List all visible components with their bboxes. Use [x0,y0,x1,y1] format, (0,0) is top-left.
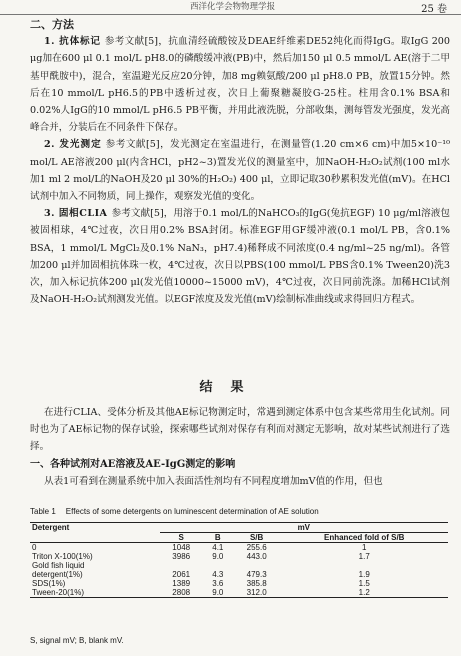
table-label: Table 1 [30,507,56,516]
cell-detergent: detergent(1%) [32,570,83,579]
cell-detergent: SDS(1%) [32,579,66,588]
col-fold-header: Enhanced fold of S/B [280,533,448,543]
cell-fold: 1.5 [358,579,370,588]
results-heading: 结果 [199,380,262,395]
cell-s [160,561,203,570]
cell-s: 2061 [172,570,191,579]
table-row [30,588,448,598]
cell-b: 9.0 [203,588,233,598]
cell-detergent: 0 [32,543,37,552]
cell-sb: 255.6 [246,543,267,552]
cell-detergent: Tween-20(1%) [30,588,160,598]
running-title: 西洋化学会物物理学报 [190,2,276,12]
table-row [30,561,448,570]
method-item-1-lead: 1. 抗体标记 [44,36,101,48]
col-mv-header: mV [160,523,448,533]
cell-b: 4.3 [212,570,224,579]
cell-s: 2808 [160,588,203,598]
page-number: 25 卷 [421,4,447,15]
col-detergent-header: Detergent [30,523,160,543]
cell-fold [280,561,448,570]
table-row [30,570,448,579]
method-item-2 [30,136,450,205]
running-header [0,0,461,15]
cell-sb: 385.8 [246,579,267,588]
method-item-2-lead: 2. 发光测定 [44,139,102,151]
cell-fold: 1 [362,543,367,552]
col-s-header: S [160,533,203,543]
cell-sb: 479.3 [246,570,267,579]
cell-fold: 1.7 [358,552,370,561]
cell-s: 3986 [172,552,191,561]
method-item-1-text: 参考文献[5]，抗血清经硫酸铵及DEAE纤维素DE52纯化而得IgG。取IgG 200 μg加在600 μl 0.1 mol/L pH8.0的磷酸缓冲液(PB)中，然后加150 μl 0.5 mmol/L AE(溶于二甲基甲酰胺中)，混合，室温避光反应20分钟，加8 mg赖氨酸/200 μl pH8.0 PB，放置15分钟。然后在10 mmol/L pH6.5的PB中透析过夜，次日上葡聚糖凝胶G-25柱。柱用含0.1% BSA和0.02%人IgG的10 mmol/L pH6.5 PB平衡，并用此液洗脱，分部收集，测每管发光强度，发光高峰合并，分装后在不同条件下保存。 [30,36,451,134]
cell-fold: 1.2 [280,588,448,598]
method-item-2-text: 参考文献[5]，发光测定在室温进行，在测量管(1.20 cm×6 cm)中加5×10⁻¹⁰ mol/L AE溶液200 μl(内含HCl，pH2~3)置发光仪的测量室中，加NaOH-H₂O₂试剂(100 ml水加1 ml 2 mol/L的NaOH及20 μl 30%的H₂O₂) 400 μl，立即记取30秒累积发光值(mV)。在HCl试剂中加入不同物质，同上操作，观察发光值的变化。 [30,139,450,203]
col-b-header: B [203,533,233,543]
cell-detergent: Gold fish liquid [32,561,85,570]
cell-b: 4.1 [212,543,224,552]
method-item-3-lead: 3. 固相CLIA [44,208,108,220]
cell-b: 9.0 [212,552,224,561]
table-1 [30,522,448,598]
method-item-3 [30,205,450,308]
cell-sb: 312.0 [233,588,281,598]
cell-sb: 443.0 [246,552,267,561]
table-row [30,543,448,553]
method-item-3-text: 参考文献[5]，用溶于0.1 mol/L的NaHCO₃的IgG(兔抗EGF) 10 μg/ml溶液包被固相球，4℃过夜，次日用0.2% BSA封闭。标准EGF用GF缓冲液(0.1 mol/L PB，含0.1% BSA，1 mmol/L MgCl₂及0.1% NaN₃，pH7.4)稀释成不同浓度(0.4 ng/ml~25 ng/ml)。各管加200 μl并加固相抗体珠一枚，4℃过夜，次日以PBS(100 mmol/L PBS含0.1% Tween20)洗3次，加入标记抗体200 μl(发光值10000~15000 mV)，4℃过夜，次日同前洗涤。加稀HCl试剂及NaOH-H₂O₂试剂测发光值。以EGF浓度及发光值(mV)绘制标准曲线或求得回归方程式。 [30,208,450,306]
results-section [30,404,450,490]
col-sb-header: S/B [233,533,281,543]
table-caption-text: Effects of some detergents on luminescent determination of AE solution [65,507,319,516]
method-item-1 [30,33,450,136]
results-sub-text: 从表1可看到在测量系统中加入表面活性剂均有不同程度增加mV值的作用，但也 [44,475,383,487]
table-caption [30,507,450,516]
cell-s: 1389 [172,579,191,588]
cell-b: 3.6 [212,579,224,588]
cell-detergent: Triton X-100(1%) [32,552,93,561]
cell-sb [233,561,281,570]
table-row [30,552,448,561]
methods-heading: 二、方法 [30,18,74,31]
table-row [30,579,448,588]
cell-fold: 1.9 [358,570,370,579]
cell-b [203,561,233,570]
table-note: S, signal mV; B, blank mV. [30,636,124,645]
results-subheading: 一、各种试剂对AE溶液及AE-IgG测定的影响 [30,458,236,470]
results-intro: 在进行CLIA、受体分析及其他AE标记物测定时，常遇到测定体系中包含某些常用生化试剂。同时也为了AE标记物的保存试验，探索哪些试剂对保存有利而对测定无影响，故对某些试剂进行了选择。 [30,407,450,453]
cell-s: 1048 [172,543,191,552]
methods-section [30,16,450,308]
